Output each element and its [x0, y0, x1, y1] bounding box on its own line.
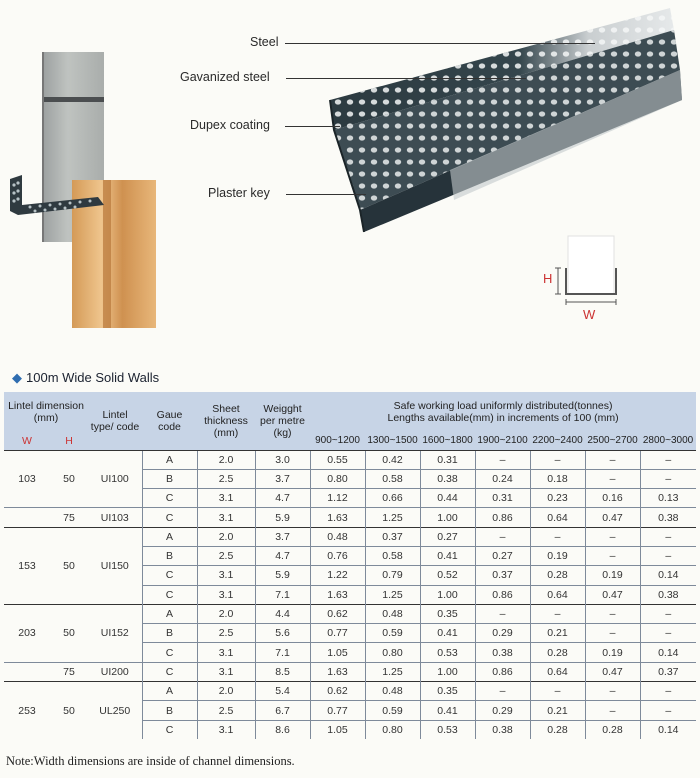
diamond-icon: ◆ — [12, 370, 22, 385]
header-length-6: 2800~3000 — [640, 432, 696, 450]
table-row: 103 50 UI100 A 2.0 3.0 0.55 0.42 0.31 – – – – — [4, 450, 696, 469]
header-h: H — [50, 432, 88, 450]
table-row: B 2.5 3.7 0.80 0.58 0.38 0.24 0.18 – – — [4, 469, 696, 488]
callout-galvanized: Gavanized steel — [180, 70, 270, 84]
table-row: C 3.1 8.6 1.05 0.80 0.53 0.38 0.28 0.28 0.14 — [4, 720, 696, 739]
header-length-4: 2200~2400 — [530, 432, 585, 450]
load-table — [4, 392, 696, 739]
dimension-w-label: W — [583, 307, 596, 322]
header-lintel-dimension: Lintel dimension (mm) — [4, 392, 88, 432]
product-illustration — [0, 0, 700, 360]
section-title: ◆ 100m Wide Solid Walls — [12, 370, 160, 385]
header-length-1: 1300~1500 — [365, 432, 420, 450]
mini-channel-image — [8, 175, 108, 215]
header-thickness: Sheet thickness (mm) — [197, 392, 255, 450]
installation-photo — [8, 40, 168, 290]
table-row: B 2.5 5.6 0.77 0.59 0.41 0.29 0.21 – – — [4, 624, 696, 643]
table-row: 203 50 UI152 A 2.0 4.4 0.62 0.48 0.35 – – – – — [4, 604, 696, 623]
dimension-h-label: H — [543, 271, 553, 286]
callout-steel: Steel — [250, 35, 279, 49]
table-row: 253 50 UL250 A 2.0 5.4 0.62 0.48 0.35 – – – – — [4, 682, 696, 701]
table-row: B 2.5 6.7 0.77 0.59 0.41 0.29 0.21 – – — [4, 701, 696, 720]
header-length-3: 1900~2100 — [475, 432, 530, 450]
header-load: Safe working load uniformly distributed(tonnes) Lengths available(mm) in increments of 100 (mm) — [310, 392, 696, 432]
header-weight: Weigght per metre (kg) — [255, 392, 310, 450]
header-lintel-type: Lintel type/ code — [88, 392, 142, 450]
callout-coating: Dupex coating — [190, 118, 270, 132]
header-length-2: 1600~1800 — [420, 432, 475, 450]
table-row: B 2.5 4.7 0.76 0.58 0.41 0.27 0.19 – – — [4, 546, 696, 565]
table-row: C 3.1 5.9 1.22 0.79 0.52 0.37 0.28 0.19 0.14 — [4, 566, 696, 585]
header-w: W — [4, 432, 50, 450]
callout-plaster-key: Plaster key — [208, 186, 270, 200]
table-row: C 3.1 7.1 1.63 1.25 1.00 0.86 0.64 0.47 0.38 — [4, 585, 696, 604]
table-row: C 3.1 4.7 1.12 0.66 0.44 0.31 0.23 0.16 0.13 — [4, 489, 696, 508]
header-length-5: 2500~2700 — [585, 432, 640, 450]
table-row: 75 UI103 C 3.1 5.9 1.63 1.25 1.00 0.86 0.64 0.47 0.38 — [4, 508, 696, 527]
header-gauge: Gaue code — [142, 392, 197, 450]
table-row: 75 UI200 C 3.1 8.5 1.63 1.25 1.00 0.86 0.64 0.47 0.37 — [4, 662, 696, 681]
channel-cutaway-image — [320, 0, 700, 240]
table-row: 153 50 UI150 A 2.0 3.7 0.48 0.37 0.27 – – – – — [4, 527, 696, 546]
header-length-0: 900~1200 — [310, 432, 365, 450]
footnote: Note:Width dimensions are inside of channel dimensions. — [6, 754, 295, 768]
table-row: C 3.1 7.1 1.05 0.80 0.53 0.38 0.28 0.19 0.14 — [4, 643, 696, 662]
table-body — [4, 450, 696, 739]
